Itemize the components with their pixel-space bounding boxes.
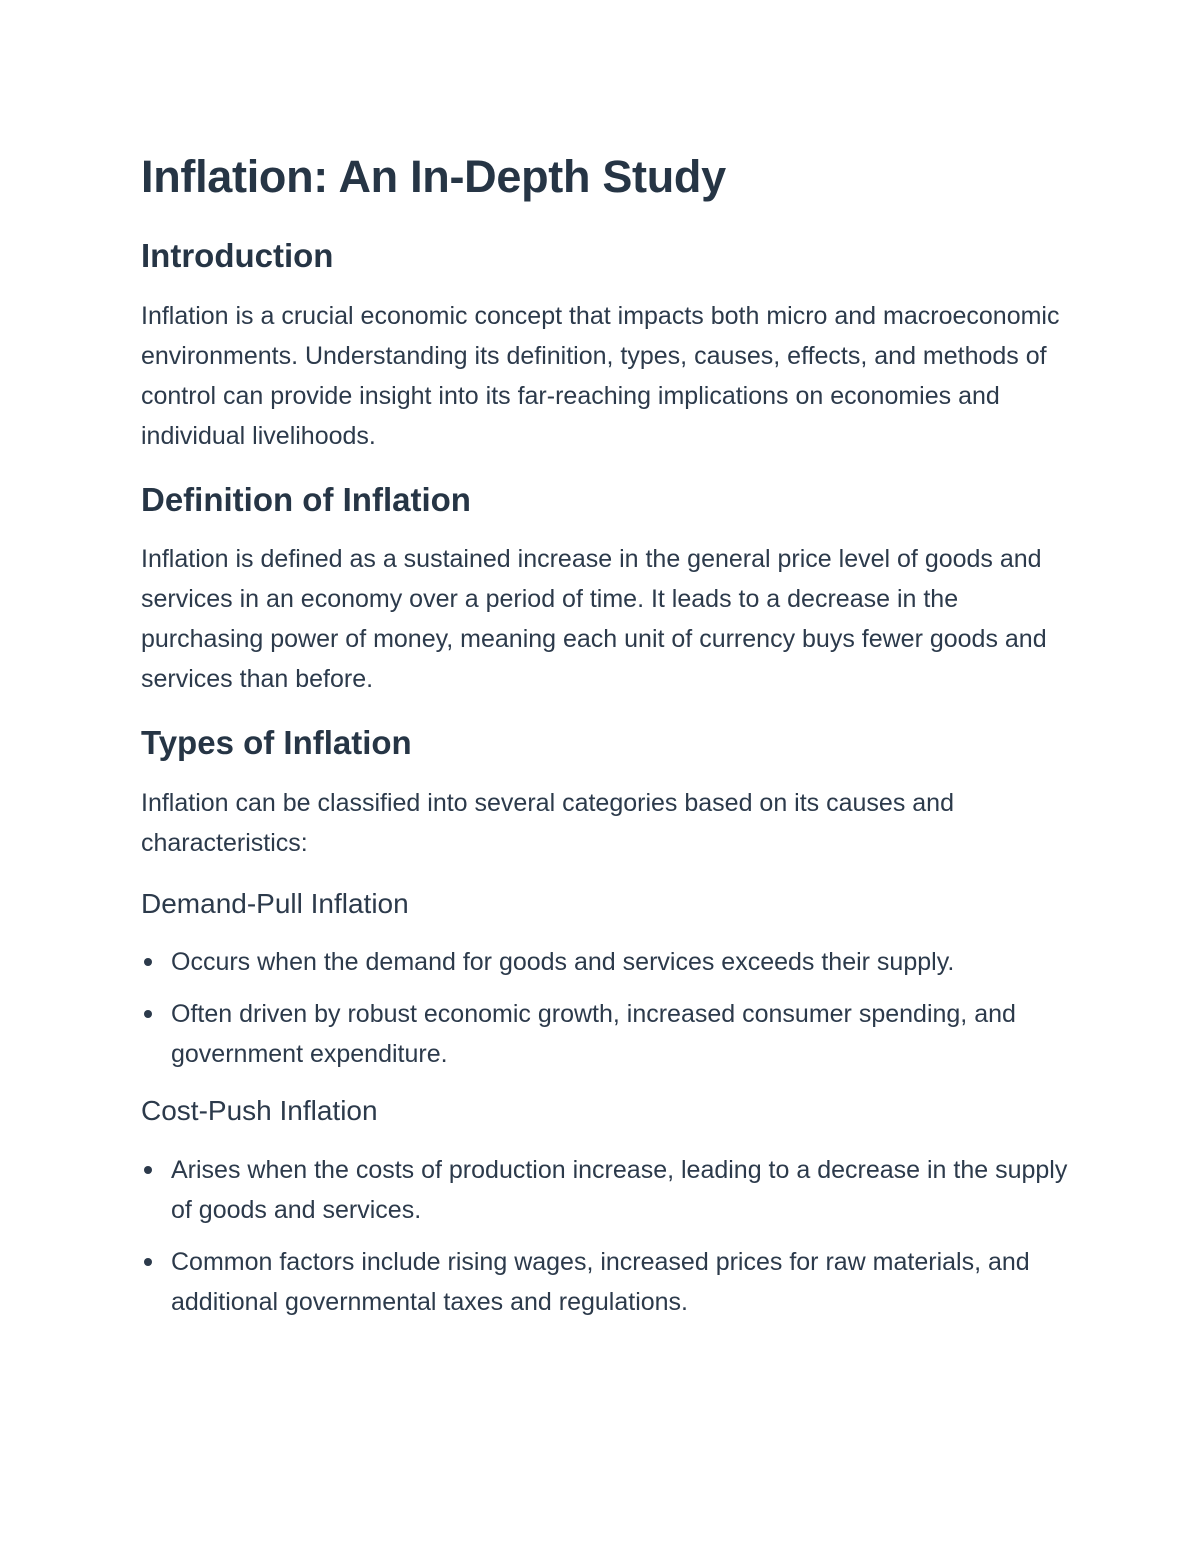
section-heading-introduction: Introduction [141, 237, 334, 274]
section-paragraph-types: Inflation can be classified into several categories based on its causes and characteristics: [141, 788, 954, 857]
list-item [141, 1242, 1071, 1322]
bullet-list-demand-pull [141, 942, 1071, 1074]
section-paragraph-definition: Inflation is defined as a sustained increase in the general price level of goods and services in an economy over a period of time. It leads to a decrease in the purchasing power of money, meaning each unit of currency buys fewer goods and services than before. [141, 545, 1047, 694]
list-item [141, 942, 1071, 982]
section-paragraph-introduction: Inflation is a crucial economic concept that impacts both micro and macroeconomic environments. Understanding its definition, types, causes, effects, and methods of control can provide insight into its far-reaching implications on economies and individual livelihoods. [141, 301, 1060, 450]
document-page [141, 150, 1071, 1342]
list-item-text: Often driven by robust economic growth, increased consumer spending, and government expenditure. [171, 1000, 1016, 1069]
bullet-icon [144, 1166, 152, 1174]
list-item-text: Common factors include rising wages, increased prices for raw materials, and additional governmental taxes and regulations. [171, 1247, 1030, 1316]
subsection-heading-cost-push: Cost-Push Inflation [141, 1095, 378, 1127]
bullet-icon [144, 1010, 152, 1018]
list-item [141, 1150, 1071, 1230]
list-item-text: Occurs when the demand for goods and services exceeds their supply. [171, 948, 955, 977]
bullet-icon [144, 1258, 152, 1266]
bullet-list-cost-push [141, 1150, 1071, 1322]
bullet-icon [144, 958, 152, 966]
document-title: Inflation: An In-Depth Study [141, 151, 726, 202]
list-item [141, 994, 1071, 1074]
subsection-heading-demand-pull: Demand-Pull Inflation [141, 887, 409, 919]
section-heading-definition: Definition of Inflation [141, 480, 471, 518]
section-heading-types: Types of Inflation [141, 724, 412, 762]
list-item-text: Arises when the costs of production increase, leading to a decrease in the supply of goods and services. [171, 1155, 1068, 1224]
